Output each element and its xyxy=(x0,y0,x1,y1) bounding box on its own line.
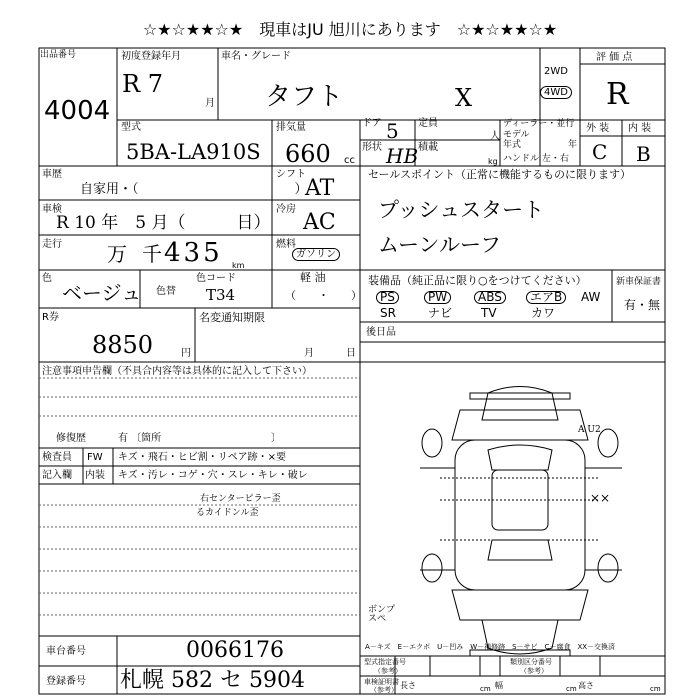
color-value: ベージュ xyxy=(62,281,142,305)
height-unit: cm xyxy=(650,685,661,693)
equip-pw: PW xyxy=(424,291,451,304)
model-year-label: モデル xyxy=(503,130,530,140)
handle-label: ハンドル 左・右 xyxy=(503,154,569,164)
door-label: ドア xyxy=(362,118,382,129)
warranty-value: 有・無 xyxy=(624,298,661,312)
mileage-unit: km xyxy=(232,261,245,270)
width-unit: cm xyxy=(566,685,577,693)
history-label: 車歴 xyxy=(42,169,62,180)
month-label: 月 xyxy=(205,98,215,109)
displacement-label: 排気量 xyxy=(276,122,306,133)
equip-aw: AW xyxy=(581,290,601,304)
color-code-label: 色コード xyxy=(196,273,236,284)
four-wd: 4WD xyxy=(540,86,572,99)
year-label: 年式 xyxy=(503,140,522,150)
shape-value: HB xyxy=(386,144,419,168)
inspector-fw-text: キズ・飛石・ヒビ割・リペア跡・×要 xyxy=(118,452,286,463)
interior-label: 内 装 xyxy=(628,123,652,134)
length-unit: cm xyxy=(480,685,491,693)
type-ref: （参考） xyxy=(374,667,402,675)
car-name-label: 車名・グレード xyxy=(221,51,291,62)
length-label: 長さ xyxy=(400,681,416,690)
shape-label: 形状 xyxy=(362,142,382,153)
equip-tv: TV xyxy=(481,306,497,320)
ac-value: AC xyxy=(303,210,336,235)
inspector-label-1: 検査員 xyxy=(42,452,72,463)
inspector-fw: FW xyxy=(87,452,103,463)
fuel-gasoline: ガソリン xyxy=(292,248,340,261)
rear-seat-label: 後日品 xyxy=(366,327,396,338)
eval-label: 評 価 点 xyxy=(596,52,633,63)
lot-label: 出品番号 xyxy=(40,50,77,60)
exterior-value: C xyxy=(592,140,608,164)
width-label: 幅 xyxy=(495,681,503,690)
inspector-inner-text: キズ・汚レ・コゲ・穴・スレ・キレ・破レ xyxy=(118,470,308,481)
color-code-value: T34 xyxy=(206,286,236,304)
inspector-label-2: 記入欄 xyxy=(42,470,72,481)
equip-abs: ABS xyxy=(474,291,506,304)
fuel-label: 燃料 xyxy=(276,239,296,250)
plate-label: 登録番号 xyxy=(46,676,86,687)
equip-sr: SR xyxy=(380,306,396,320)
class-label: 類別区分番号 xyxy=(510,658,552,666)
first-reg-value: R 7 xyxy=(122,70,163,98)
notice-month: 月 xyxy=(304,348,314,359)
banner: ☆★☆★★☆★ 現車はJU 旭川にあります ☆★☆★★☆★ xyxy=(142,20,558,39)
cert-label: 車検証明書 xyxy=(364,678,399,686)
legend-text: A－キズ E－エクボ U－凹み W－補修跡 S－サビ C－腐食 XX－交換済 xyxy=(365,643,616,651)
displacement-value: 660 xyxy=(285,140,331,168)
inspector-inner: 内装 xyxy=(85,470,105,481)
two-wd: 2WD xyxy=(544,66,568,77)
interior-value: B xyxy=(636,142,651,166)
diagram-mark-a: A U2 xyxy=(578,425,601,435)
loading-unit: kg xyxy=(488,157,498,166)
mileage-value: 435 xyxy=(164,238,223,268)
recycle-label: R券 xyxy=(42,312,59,323)
caution-label: 注意事項申告欄（不具合内容等は具体的に記入して下さい） xyxy=(42,366,312,377)
equipment-label: 装備品（純正品に限り○をつけてください） xyxy=(368,274,587,287)
mileage-label: 走行 xyxy=(42,239,62,250)
sales-point-1: プッシュスタート xyxy=(378,198,545,222)
shift-label: シフト xyxy=(276,169,306,180)
door-value: 5 xyxy=(386,119,399,143)
inspector-note-1: 右センターピラー歪 xyxy=(200,494,281,504)
year-unit: 年 xyxy=(568,140,578,150)
sales-points-label: セールスポイント（正常に機能するものに限ります） xyxy=(368,168,632,181)
car-name-value: タフト xyxy=(265,82,344,112)
color-label: 色 xyxy=(42,273,52,284)
grade-value: X xyxy=(455,84,473,112)
cert-ref: （参考） xyxy=(370,686,398,694)
recycle-unit: 円 xyxy=(181,348,191,359)
displacement-unit: cc xyxy=(344,155,355,166)
first-reg-label: 初度登録年月 xyxy=(121,51,181,62)
mileage-sen: 千 xyxy=(142,242,162,266)
capacity-unit: 人 xyxy=(490,131,500,142)
repair-value: 有 〔箇所 〕 xyxy=(118,433,282,444)
fuel-light-oil: 軽 油 xyxy=(300,271,326,284)
repair-label: 修復歴 xyxy=(56,433,86,444)
height-label: 高さ xyxy=(578,681,594,690)
shift-value: AT xyxy=(305,176,335,201)
eval-score: R xyxy=(606,77,629,112)
diagram-mark-bottom: ボンプ スペ xyxy=(368,605,396,624)
inspection-value: R 10 年 5 月（ 日） xyxy=(56,213,271,233)
warranty-label: 新車保証書 xyxy=(616,277,662,287)
chassis-label: 車台番号 xyxy=(46,646,86,657)
mileage-man: 万 xyxy=(107,242,127,266)
recycle-value: 8850 xyxy=(92,331,154,359)
diagram-mark-xx: ×× xyxy=(590,491,611,505)
plate-value: 札幌 582 セ 5904 xyxy=(120,668,305,693)
class-ref: （参考） xyxy=(520,667,548,675)
lot-number: 4004 xyxy=(44,96,111,126)
sales-point-2: ムーンルーフ xyxy=(378,233,501,257)
inspector-note-2: るカイドンル歪 xyxy=(196,508,259,518)
type-label: 型式指定番号 xyxy=(364,658,406,666)
notice-label: 名変通知期限 xyxy=(199,311,265,324)
dealer-label: ディーラー・並行 xyxy=(503,119,575,129)
model-label: 型式 xyxy=(121,122,141,133)
chassis-value: 0066176 xyxy=(186,638,284,663)
equip-ps: PS xyxy=(376,291,399,304)
equip-leather: カワ xyxy=(531,306,556,320)
loading-label: 積載 xyxy=(418,142,438,153)
equip-navi: ナビ xyxy=(428,306,453,320)
equip-airbag: エアB xyxy=(526,291,566,304)
notice-day: 日 xyxy=(346,348,356,359)
capacity-label: 定員 xyxy=(418,118,438,129)
model-value: 5BA-LA910S xyxy=(126,140,261,164)
history-value: 自家用・（ ） xyxy=(80,182,308,197)
fuel-other: （ ・ ） xyxy=(285,289,362,302)
color-change-label: 色替 xyxy=(156,286,176,297)
exterior-label: 外 装 xyxy=(586,123,610,134)
ac-label: 冷房 xyxy=(276,204,296,215)
inspection-label: 車検 xyxy=(42,204,62,215)
